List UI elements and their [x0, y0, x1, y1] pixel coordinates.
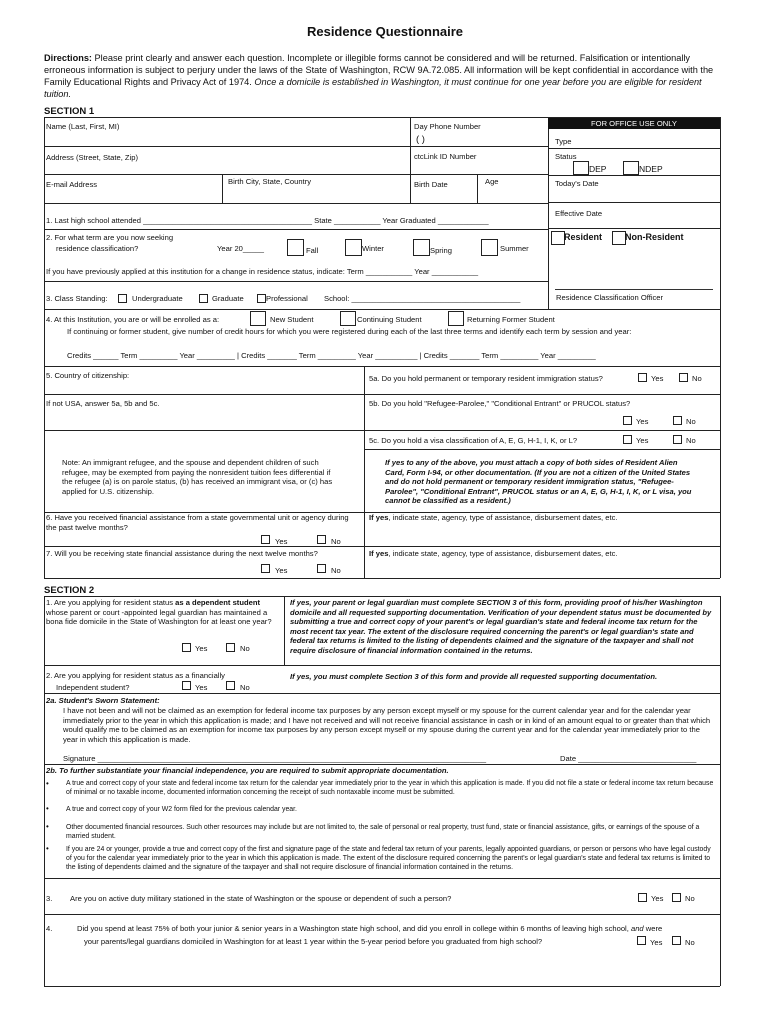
divider [284, 596, 285, 665]
divider [44, 665, 720, 666]
office-effective-date-label: Effective Date [555, 209, 603, 218]
divider [548, 228, 720, 229]
continuing-student-checkbox[interactable] [340, 311, 356, 326]
name-label: Name (Last, First, MI) [46, 122, 120, 131]
s2-bullet-1: A true and correct copy of your state and federal income tax return for the calendar year immediately prior to the year in which this application is made. If you did not file a state or federal income tax return because of minimal or no taxable income, documented information concerning the receipt of such nontaxable income must be submitted. [66, 780, 714, 796]
q1-last-high-school: 1. Last high school attended ________________________________________ State ___________ Year Graduated ____________ [46, 216, 489, 225]
s2-q4-and: and [630, 924, 644, 933]
q5a-no-checkbox[interactable] [679, 373, 688, 382]
s2-q1-student: student [232, 598, 260, 607]
s2-q4-question-cont: your parents/legal guardians domiciled in Washington for at least 1 year within the 5-year period before you graduated from high school? [84, 937, 543, 946]
office-todays-date-label: Today's Date [555, 179, 599, 188]
q2-term-question-cont: residence classification? [56, 244, 139, 253]
section2-heading: SECTION 2 [44, 585, 95, 596]
office-officer-label: Residence Classification Officer [556, 293, 664, 302]
returning-student-checkbox[interactable] [448, 311, 464, 326]
s2-q1-no-checkbox[interactable] [226, 643, 235, 652]
non-resident-label: Non-Resident [625, 232, 684, 242]
graduate-label: Graduate [212, 294, 244, 303]
s2-bullet-2: A true and correct copy of your W2 form filed for the previous calendar year. [66, 806, 297, 813]
q7-yes-checkbox[interactable] [261, 564, 270, 573]
address-label: Address (Street, State, Zip) [46, 153, 139, 162]
q7-no-label: No [331, 566, 341, 575]
fall-checkbox[interactable] [287, 239, 304, 256]
divider [44, 394, 720, 395]
q5b-yes-label: Yes [636, 417, 649, 426]
divider [44, 546, 720, 547]
s2-q2-yes-checkbox[interactable] [182, 681, 191, 690]
divider [364, 449, 720, 450]
q3-class-standing: 3. Class Standing: [46, 294, 108, 303]
s2-q1-dependent: as a dependent [175, 598, 231, 607]
q5b-yes-checkbox[interactable] [623, 416, 632, 425]
s2-q4-no-checkbox[interactable] [672, 936, 681, 945]
professional-label: Professional [266, 294, 308, 303]
summer-checkbox[interactable] [481, 239, 498, 256]
divider [44, 146, 548, 147]
q7-if-yes-text: , indicate state, agency, type of assistance, disbursement dates, etc. [388, 549, 618, 558]
divider [44, 430, 720, 431]
divider [44, 281, 548, 282]
section1-heading: SECTION 1 [44, 106, 95, 117]
q6-no-checkbox[interactable] [317, 535, 326, 544]
q6-yes-label: Yes [275, 537, 288, 546]
divider [44, 229, 548, 230]
directions [44, 52, 720, 100]
undergraduate-checkbox[interactable] [118, 294, 127, 303]
divider [548, 202, 720, 203]
q5c-yes-checkbox[interactable] [623, 435, 632, 444]
spring-checkbox[interactable] [413, 239, 430, 256]
s2-q2-question-cont: Independent student? [56, 683, 130, 692]
ndep-label: NDEP [639, 164, 663, 174]
ndep-checkbox[interactable] [623, 161, 639, 175]
q6-yes-checkbox[interactable] [261, 535, 270, 544]
q5c-yes-label: Yes [636, 436, 649, 445]
s2-q4-question [77, 924, 717, 934]
undergraduate-label: Undergraduate [132, 294, 183, 303]
divider [44, 986, 720, 987]
divider [364, 512, 365, 578]
fall-label: Fall [306, 246, 319, 255]
divider [364, 366, 365, 512]
s2-q1-lead: 1. Are you applying for resident status [46, 598, 176, 607]
s2-bullet-4: If you are 24 or younger, provide a true and correct copy of the first and signature page of the state and federal tax return of your parents, legally appointed guardians, or person or persons who have legal custody of you for the calendar year immediately prior to the year in which this application is made. The extent of the disclosure required concerning the parent's or legal guardian's state and federal tax returns is limited to the listing of dependents claimed and the signature of the taxpayer and shall not require disclosure of financial information contained in the returns. [66, 846, 711, 871]
directions-text: Please print clearly and answer each question. Incomplete or illegible forms cannot be considered and will be returned. Falsification or intentionally erroneous information is subject to perjury under the laws of the State of Washington, RCW 9A.72.085. All information will be kept confidential in accordance with the Family Educational Rights and Privacy Act of 1974. [44, 53, 714, 87]
email-label: E-mail Address [46, 180, 98, 189]
q6-no-label: No [331, 537, 341, 546]
divider [720, 596, 721, 986]
previously-applied-line: If you have previously applied at this institution for a change in residence status, indicate: Term ___________ Year ___________ [46, 267, 479, 276]
q7-no-checkbox[interactable] [317, 564, 326, 573]
professional-checkbox[interactable] [257, 294, 266, 303]
new-student-checkbox[interactable] [250, 311, 266, 326]
divider [548, 117, 549, 309]
divider [44, 878, 720, 879]
non-resident-checkbox[interactable] [612, 231, 626, 245]
s2-q4-were: were [643, 924, 663, 933]
divider [44, 174, 548, 175]
s2-q2-if-yes: If yes, you must complete Section 3 of this form and provide all requested supporting documentation. [290, 672, 658, 681]
s2-q3-number: 3. [46, 894, 53, 903]
q6-if-yes [369, 513, 617, 523]
s2-q4-number: 4. [46, 924, 53, 933]
q5c-question: 5c. Do you hold a visa classification of A, E, G, H-1, I, K, or L? [369, 436, 578, 445]
q5b-no-checkbox[interactable] [673, 416, 682, 425]
s2-q1-yes-label: Yes [195, 644, 208, 653]
q5b-no-label: No [686, 417, 696, 426]
s2-q1-rest: whose parent or court -appointed legal guardian has maintained a bona fide domicile in the State of Washington for at least one year? [46, 607, 272, 627]
birth-date-label: Birth Date [414, 180, 448, 189]
divider [222, 174, 223, 203]
q5c-no-checkbox[interactable] [673, 435, 682, 444]
q5a-question: 5a. Do you hold permanent or temporary resident immigration status? [369, 374, 603, 383]
new-student-label: New Student [270, 315, 314, 324]
s2-bullet-3: Other documented financial resources. Such other resources may include but are not limited to, the sale of personal or real property, trust fund, state or financial assistance, gifts, or earnings of the spouse of a married student. [66, 824, 700, 840]
s2-q1-no-label: No [240, 644, 250, 653]
officer-line [555, 289, 713, 290]
office-use-header: FOR OFFICE USE ONLY [548, 118, 720, 129]
phone-area-code: ( ) [416, 134, 425, 145]
s2-q3-yes-label: Yes [651, 894, 664, 903]
divider [548, 309, 720, 310]
s2-q4-no-label: No [685, 938, 695, 947]
divider [720, 117, 721, 578]
q7-yes-label: Yes [275, 566, 288, 575]
bullet-mark: • [46, 844, 49, 853]
s2-q4-yes-checkbox[interactable] [637, 936, 646, 945]
q7-if-yes-label: If yes [369, 549, 389, 558]
s2-q2a-sworn-statement: I have not been and will not be claimed as an exemption for federal income tax purposes by any person except myself or my spouse for the current calendar year and for the calendar year immediately prior to the year in which this application is made; and I have not received and will not receive financial assistance in cash or in kind of an amount equal to or greater than that which would qualify me to be claimed as an exemption for income tax purposes by any person except myself or my spouse during the current year and for the calendar year immediately prior to the year in which this application is made. [63, 706, 711, 744]
s2-q3-no-label: No [685, 894, 695, 903]
s2-q3-question: Are you on active duty military stationed in the state of Washington or the spouse or dependent of such a person? [70, 894, 452, 903]
divider [44, 366, 720, 367]
q7-question: 7. Will you be receiving state financial assistance during the next twelve months? [46, 549, 318, 558]
q6-if-yes-text: , indicate state, agency, type of assistance, disbursement dates, etc. [388, 513, 618, 522]
s2-q1-question [46, 598, 272, 627]
credits-line: Credits ______ Term _________ Year _________ | Credits _______ Term _________ Year __________ | Credits _______ Term _________ Year _________ [67, 351, 596, 360]
dep-checkbox[interactable] [573, 161, 589, 175]
s2-q2-no-label: No [240, 683, 250, 692]
divider [44, 596, 45, 986]
directions-label: Directions: [44, 53, 92, 63]
resident-checkbox[interactable] [551, 231, 565, 245]
q5a-yes-label: Yes [651, 374, 664, 383]
if-yes-any-note: If yes to any of the above, you must attach a copy of both sides of Resident Alien Card, Form I-94, or other documentation. (If you are not a citizen of the United States and do not hold permanent or temporary resident immigration status, "Refugee-Parolee", "Conditional Entrant", PRUCOL status or an A, E, G, H-1, I, K, or L visa, you cannot be classified as a resident.) [385, 458, 692, 506]
q6-question: 6. Have you received financial assistance from a state governmental unit or agency during the past twelve months? [46, 513, 349, 532]
divider [44, 578, 720, 579]
divider [44, 596, 720, 597]
q6-if-yes-label: If yes [369, 513, 389, 522]
divider [548, 148, 720, 149]
date-line[interactable]: Date ____________________________ [560, 754, 697, 763]
divider [44, 203, 548, 204]
office-type-label: Type [555, 137, 572, 146]
s2-q3-no-checkbox[interactable] [672, 893, 681, 902]
q4-credits-note: If continuing or former student, give number of credit hours for which you were registered during each of the last three terms and identify each term by session and year: [67, 327, 632, 336]
bullet-mark: • [46, 779, 49, 788]
if-not-usa-note: If not USA, answer 5a, 5b and 5c. [46, 399, 160, 408]
s2-q4-yes-label: Yes [650, 938, 663, 947]
s2-q1-yes-checkbox[interactable] [182, 643, 191, 652]
age-label: Age [485, 177, 499, 186]
s2-q4-lead: Did you spend at least 75% of both your junior & senior years in a Washington state high school, and did you enroll in college within 6 months of leaving high school, [77, 924, 631, 933]
returning-student-label: Returning Former Student [467, 315, 555, 324]
divider [477, 174, 478, 203]
form-title: Residence Questionnaire [306, 24, 464, 39]
bullet-mark: • [46, 822, 49, 831]
divider [44, 914, 720, 915]
q2-year-field: Year 20_____ [217, 244, 265, 253]
q5-citizenship: 5. Country of citizenship: [46, 371, 130, 380]
winter-label: Winter [362, 244, 384, 253]
birth-city-label: Birth City, State, Country [228, 177, 311, 186]
divider [44, 693, 720, 694]
s2-q2b: 2b. To further substantiate your financial independence, you are required to submit appropriate documentation. [46, 766, 449, 775]
office-status-label: Status [555, 152, 577, 161]
s2-q3-yes-checkbox[interactable] [638, 893, 647, 902]
day-phone-label: Day Phone Number [414, 122, 481, 131]
q5a-yes-checkbox[interactable] [638, 373, 647, 382]
s2-q2-no-checkbox[interactable] [226, 681, 235, 690]
s2-q1-if-yes: If yes, your parent or legal guardian must complete SECTION 3 of this form, providing proof of his/her Washington domicile and all requested supporting documentation. Verification of your dependent status must be documented by submitting a true and correct copy of your parent's or legal guardian's state and federal income tax return for the most recent tax year. The extent of the disclosure required concerning the parent's or legal guardian's state and federal tax returns is limited to the listing of dependents claimed and the signature of the taxpayer and shall not require disclosure of financial information contained in the returns. [290, 598, 712, 655]
s2-q2a-label: 2a. Student's Sworn Statement: [46, 696, 160, 705]
divider [410, 117, 411, 203]
bullet-mark: • [46, 804, 49, 813]
summer-label: Summer [500, 244, 529, 253]
school-field: School: ________________________________________ [324, 294, 521, 303]
refugee-note: Note: An immigrant refugee, and the spouse and dependent children of such refugee, may be exempted from paying the nonresident tuition fees differential if the refugee (a) is on parole status, (b) has received an immigrant visa, or (c) has applied for U.S. citizenship. [62, 458, 333, 496]
q5c-no-label: No [686, 436, 696, 445]
dep-label: DEP [589, 164, 607, 174]
q5b-question: 5b. Do you hold "Refugee-Parolee," "Conditional Entrant" or PRUCOL status? [369, 399, 631, 408]
resident-label: Resident [564, 232, 603, 242]
s2-q2-question: 2. Are you applying for resident status as a financially [46, 671, 225, 680]
spring-label: Spring [430, 246, 452, 255]
q2-term-question: 2. For what term are you now seeking [46, 233, 174, 242]
directions-domicile-note: Once a domicile is established in Washington, it must continue for one year before you are eligible for resident tuition. [44, 77, 702, 99]
s2-q2-yes-label: Yes [195, 683, 208, 692]
winter-checkbox[interactable] [345, 239, 362, 256]
continuing-student-label: Continuing Student [357, 315, 422, 324]
divider [44, 309, 548, 310]
graduate-checkbox[interactable] [199, 294, 208, 303]
q7-if-yes [369, 549, 617, 559]
ctclink-label: ctcLink ID Number [414, 152, 477, 161]
q5a-no-label: No [692, 374, 702, 383]
divider [548, 175, 720, 176]
divider [44, 117, 45, 578]
divider [44, 764, 720, 765]
signature-line[interactable]: Signature ____________________________________________________________________________________________ [63, 754, 487, 763]
q4-enrolled-as: 4. At this Institution, you are or will be enrolled as a: [46, 315, 220, 324]
